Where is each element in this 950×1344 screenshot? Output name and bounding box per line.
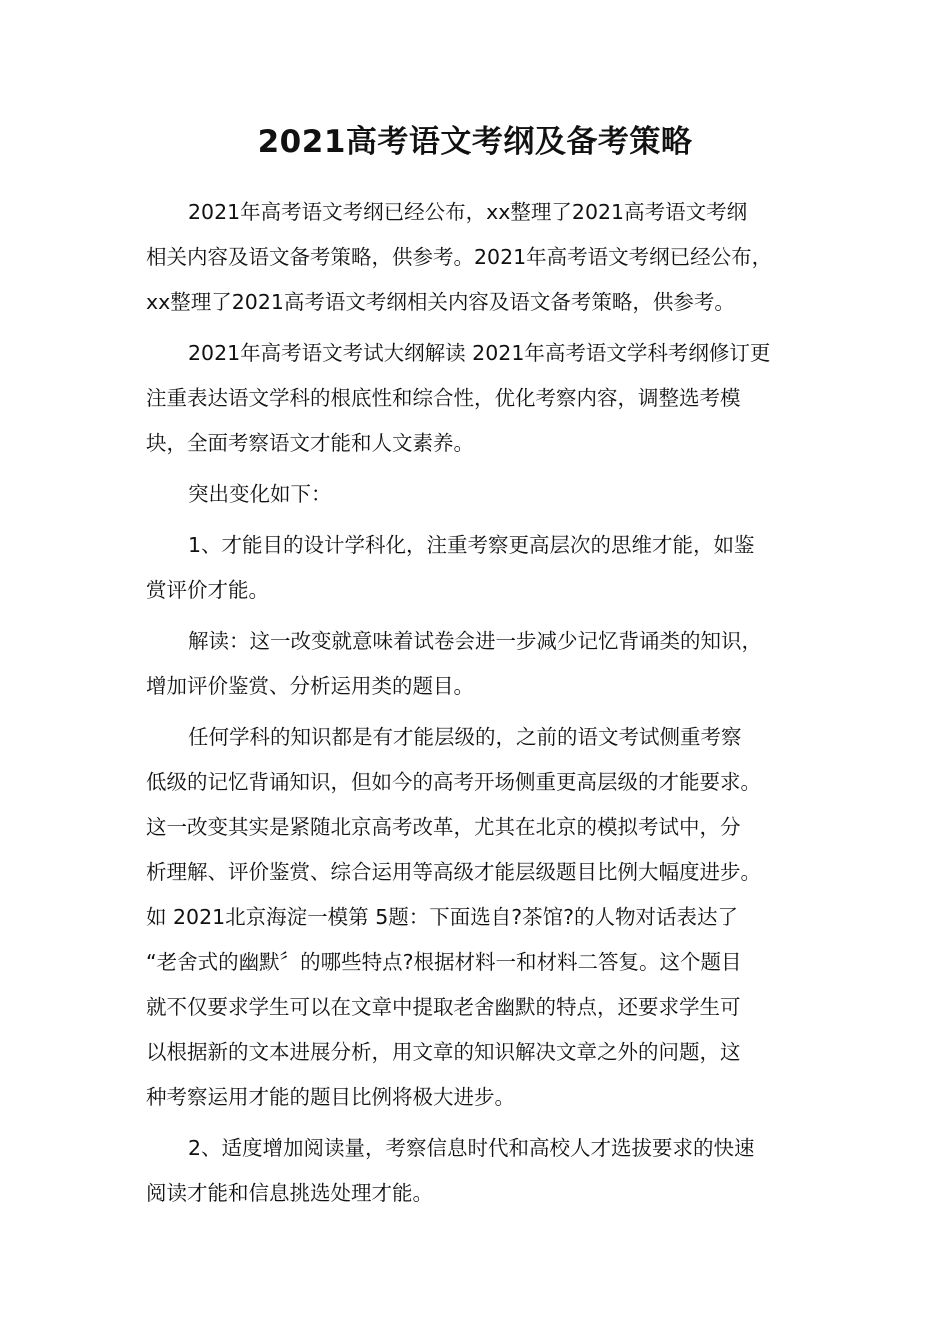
text-line: 突出变化如下： (188, 482, 332, 506)
text-line: 析理解、评价鉴赏、综合运用等高级才能层级题目比例大幅度进步。 (146, 860, 761, 884)
text-line: 解读：这一改变就意味着试卷会进一步减少记忆背诵类的知识， (188, 629, 762, 653)
paragraph-intro (146, 190, 816, 325)
paragraph-point-2 (146, 1126, 816, 1216)
paragraph-outline-reading (146, 331, 816, 466)
text-line: 2、适度增加阅读量，考察信息时代和高校人才选拔要求的快速 (188, 1136, 755, 1160)
text-line: 相关内容及语文备考策略，供参考。2021年高考语文考纲已经公布， (146, 245, 773, 269)
paragraph-ability-levels (146, 715, 816, 1120)
text-line: 2021年高考语文考纲已经公布，xx整理了2021高考语文考纲 (188, 200, 748, 224)
text-line: 就不仅要求学生可以在文章中提取老舍幽默的特点，还要求学生可 (146, 995, 741, 1019)
document-title: 2021高考语文考纲及备考策略 (257, 124, 693, 160)
paragraph-changes-heading (146, 472, 816, 517)
text-line: 任何学科的知识都是有才能层级的，之前的语文考试侧重考察 (188, 725, 742, 749)
text-line: 以根据新的文本进展分析，用文章的知识解决文章之外的问题，这 (146, 1040, 741, 1064)
text-line: 块，全面考察语文才能和人文素养。 (146, 431, 474, 455)
text-line: 这一改变其实是紧随北京高考改革，尤其在北京的模拟考试中，分 (146, 815, 741, 839)
text-line: 种考察运用才能的题目比例将极大进步。 (146, 1085, 515, 1109)
text-line: 赏评价才能。 (146, 578, 269, 602)
text-line: 低级的记忆背诵知识，但如今的高考开场侧重更高层级的才能要求。 (146, 770, 761, 794)
text-line: 如 2021北京海淀一模第 5题：下面选自?茶馆?的人物对话表达了 (146, 905, 739, 929)
text-line: “老舍式的幽默〞的哪些特点?根据材料一和材料二答复。这个题目 (146, 950, 742, 974)
text-line: 2021年高考语文考试大纲解读 2021年高考语文学科考纲修订更 (188, 341, 771, 365)
document-body (146, 190, 816, 1216)
text-line: 阅读才能和信息挑选处理才能。 (146, 1181, 433, 1205)
text-line: 注重表达语文学科的根底性和综合性，优化考察内容，调整选考模 (146, 386, 741, 410)
paragraph-point-1 (146, 523, 816, 613)
text-line: xx整理了2021高考语文考纲相关内容及语文备考策略，供参考。 (146, 290, 735, 314)
text-line: 1、才能目的设计学科化，注重考察更高层次的思维才能，如鉴 (188, 533, 755, 557)
paragraph-interpretation (146, 619, 816, 709)
text-line: 增加评价鉴赏、分析运用类的题目。 (146, 674, 474, 698)
